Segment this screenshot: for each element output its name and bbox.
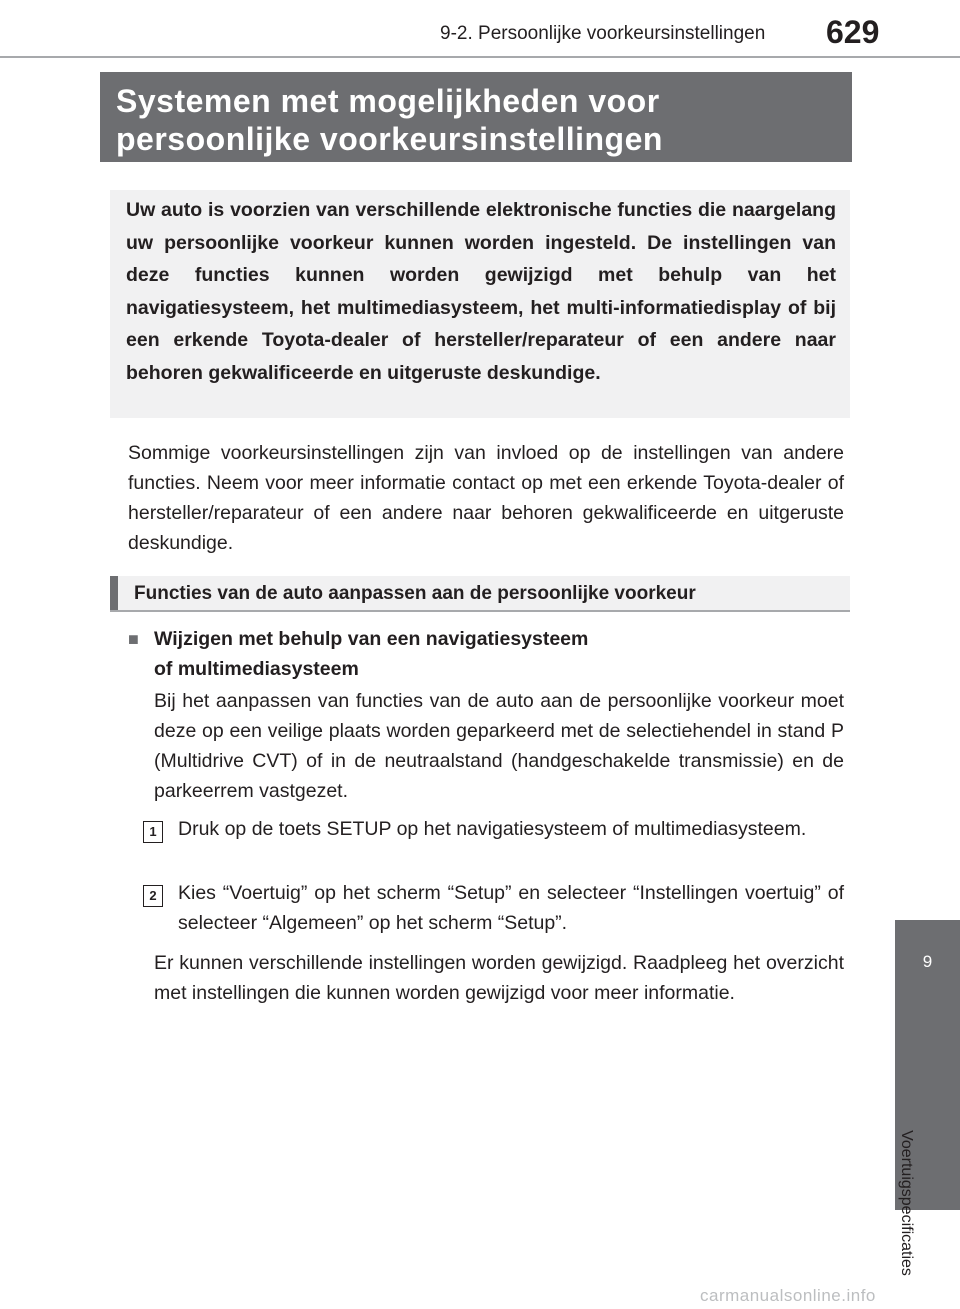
subheading-bar bbox=[110, 576, 850, 612]
step-text-1: Druk op de toets SETUP op het navigatiesysteem of multimediasysteem. bbox=[178, 818, 807, 840]
body-paragraph: Sommige voorkeursinstellingen zijn van invloed op de instellingen van andere functies. Neem voor meer informatie contact op met een erkende Toyota-dealer of hersteller/reparateur of een andere naar behoren gekwalificeerde en uitgeruste deskundige. bbox=[128, 442, 844, 554]
procedure-intro: Bij het aanpassen van functies van de auto aan de persoonlijke voorkeur moet deze op een veilige plaats worden geparkeerd met de selectiehendel in stand P (Multidrive CVT) of in de neutraalstand (handgeschakelde transmissie) en de parkeerrem vastgezet. bbox=[154, 690, 844, 802]
watermark: carmanualsonline.info bbox=[700, 1286, 876, 1305]
procedure-title bbox=[154, 624, 754, 684]
chapter-number: 9 bbox=[922, 952, 933, 971]
chapter-label-text: Voertuigspecificaties bbox=[898, 1130, 915, 1276]
subheading: Functies van de auto aanpassen aan de persoonlijke voorkeur bbox=[134, 583, 696, 604]
page-number: 629 bbox=[826, 14, 880, 50]
title-banner bbox=[100, 72, 852, 162]
step-number-2: 2 bbox=[143, 885, 163, 907]
step-text-2: Kies “Voertuig” op het scherm “Setup” en selecteer “Instellingen voertuig” of selecteer “Algemeen” op het scherm “Setup”. bbox=[178, 882, 844, 934]
square-bullet-icon: ■ bbox=[128, 629, 139, 649]
step-number-1: 1 bbox=[143, 821, 163, 843]
page-title: Systemen met mogelijkheden voor persoonlijke voorkeursinstellingen bbox=[116, 83, 663, 157]
intro-box bbox=[110, 190, 850, 418]
intro-text: Uw auto is voorzien van verschillende elektronische functies die naargelang uw persoonlijke voorkeur kunnen worden ingesteld. De instellingen van deze functies kunnen worden gewijzigd met behulp van het navigatiesysteem, het multimediasysteem, het multi-informatiedisplay of bij een erkende Toyota-dealer of hersteller/reparateur of een andere naar behoren gekwalificeerde en uitgeruste deskundige. bbox=[126, 199, 836, 384]
procedure-title-line-1: Wijzigen met behulp van een navigatiesysteem bbox=[154, 628, 589, 650]
closing-paragraph: Er kunnen verschillende instellingen worden gewijzigd. Raadpleeg het overzicht met instellingen die kunnen worden gewijzigd voor meer informatie. bbox=[154, 952, 844, 1004]
subheading-divider bbox=[110, 610, 850, 612]
procedure-title-line-2: of multimediasysteem bbox=[154, 658, 359, 680]
chapter-label bbox=[891, 1108, 921, 1298]
section-title: 9-2. Persoonlijke voorkeursinstellingen bbox=[440, 23, 766, 44]
header-divider bbox=[0, 56, 960, 58]
